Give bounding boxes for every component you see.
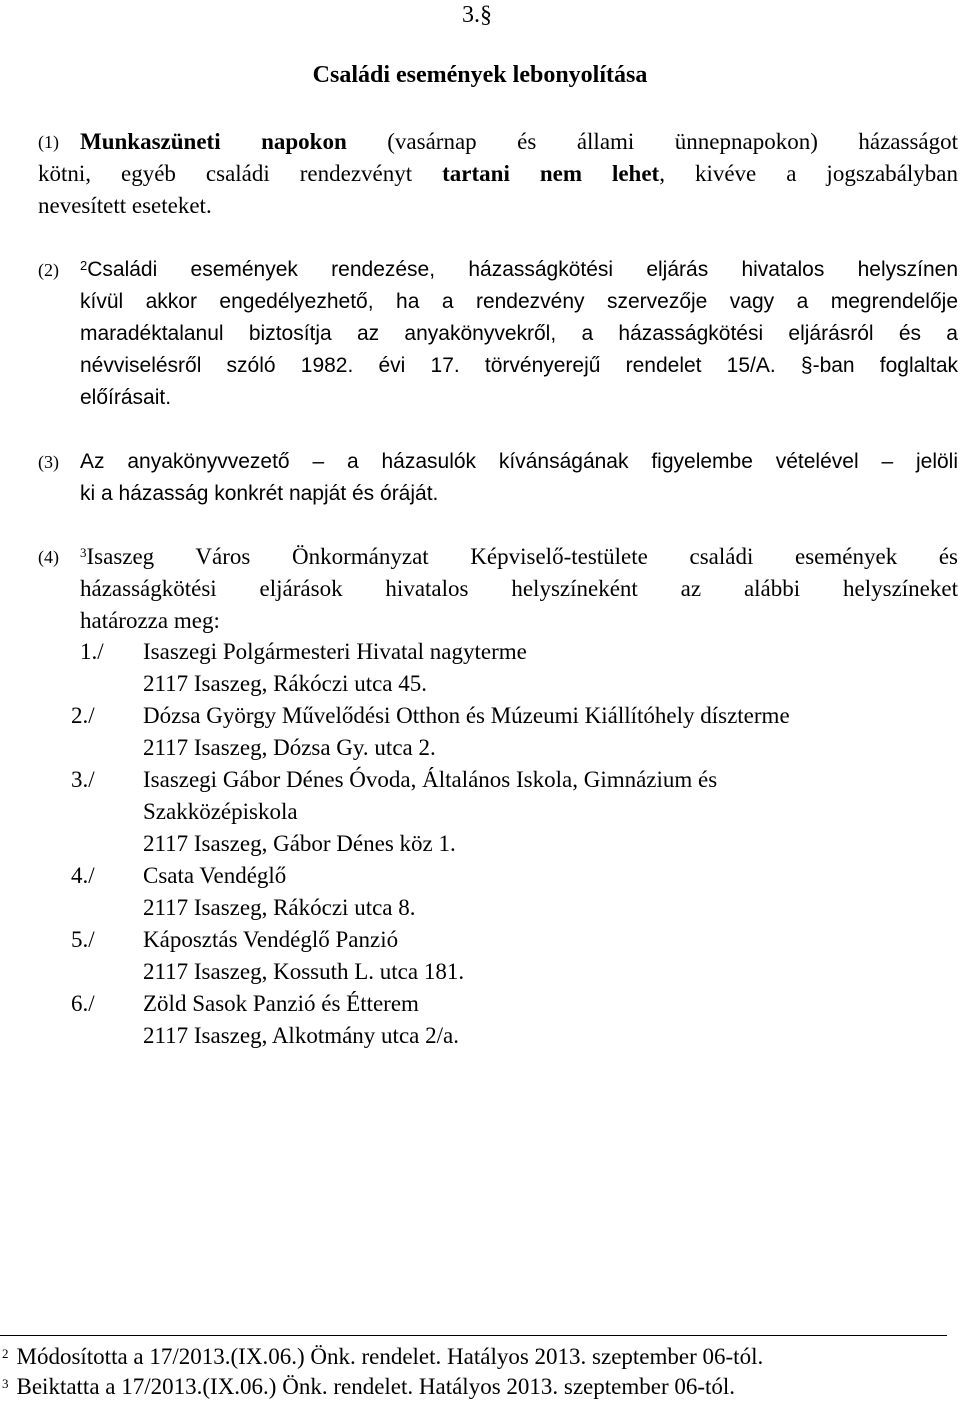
paragraph-text: házasságkötési eljárások hivatalos helyszíneként az alábbi helyszíneket [80, 576, 958, 601]
paragraph-text: Isaszeg Város Önkormányzat Képviselő-testülete családi események és [86, 544, 958, 569]
footnote-text: Módosította a 17/2013.(IX.06.) Önk. rendelet. Hatályos 2013. szeptember 06-tól. [16, 1344, 764, 1369]
paragraph-text: határozza meg: [80, 608, 220, 633]
paragraph-text: , kivéve a jogszabályban [659, 161, 958, 186]
location-name: Dózsa György Művelődési Otthon és Múzeumi Kiállítóhely díszterme [143, 703, 790, 728]
paragraph-text: maradéktalanul biztosítja az anyakönyvekről, a házasságkötési eljárásról és a [80, 322, 958, 345]
paragraph-text: nevesített eseteket. [38, 193, 212, 218]
footnote [2, 1372, 735, 1402]
paragraph-1 [38, 126, 958, 222]
location-name: Káposztás Vendéglő Panzió [143, 927, 399, 952]
paragraph-number: (4) [38, 547, 59, 567]
paragraph-text: előírásait. [80, 386, 172, 409]
paragraph-text: kötni, egyéb családi rendezvényt [38, 161, 443, 186]
paragraph-number: (1) [38, 132, 59, 152]
location-list [71, 636, 940, 1052]
list-item [71, 860, 940, 924]
list-item [71, 924, 940, 988]
bold-phrase: Munkaszüneti napokon [80, 129, 347, 154]
location-address: 2117 Isaszeg, Rákóczi utca 8. [143, 895, 416, 920]
paragraph-text: Az anyakönyvvezető – a házasulók kívánságának figyelembe vételével – jelöli [80, 450, 958, 473]
page-title: Családi események lebonyolítása [312, 62, 648, 88]
footnote-ref: 3 [80, 545, 87, 560]
paragraph-2 [38, 254, 958, 414]
location-number: 6./ [71, 991, 95, 1016]
location-name: Isaszegi Polgármesteri Hivatal nagyterme [143, 639, 527, 664]
location-name: Zöld Sasok Panzió és Étterem [143, 991, 419, 1016]
section-number: 3.§ [462, 2, 492, 28]
paragraph-4 [38, 541, 958, 637]
list-item [71, 700, 940, 764]
bold-phrase: tartani nem lehet [442, 161, 660, 186]
location-address: 2117 Isaszeg, Rákóczi utca 45. [143, 671, 427, 696]
footnote [2, 1342, 763, 1372]
footnote-text: Beiktatta a 17/2013.(IX.06.) Önk. rendelet. Hatályos 2013. szeptember 06-tól. [16, 1374, 736, 1399]
footnote-marker: 3 [2, 1376, 9, 1391]
paragraph-text: Családi események rendezése, házasságkötési eljárás hivatalos helyszínen [87, 258, 958, 281]
list-item [71, 988, 940, 1052]
location-address: 2117 Isaszeg, Kossuth L. utca 181. [143, 959, 465, 984]
location-name: Isaszegi Gábor Dénes Óvoda, Általános Iskola, Gimnázium és [143, 767, 718, 792]
paragraph-text: névviselésről szóló 1982. évi 17. törvényerejű rendelet 15/A. §-ban foglaltak [80, 354, 958, 377]
paragraph-3 [38, 446, 958, 510]
location-address: 2117 Isaszeg, Gábor Dénes köz 1. [143, 831, 456, 856]
paragraph-number: (2) [38, 260, 59, 280]
location-address: 2117 Isaszeg, Alkotmány utca 2/a. [143, 1023, 459, 1048]
location-name-cont: Szakközépiskola [143, 799, 298, 824]
list-item [80, 636, 940, 700]
location-number: 1./ [80, 639, 104, 664]
paragraph-number: (3) [38, 452, 59, 472]
location-number: 2./ [71, 703, 95, 728]
location-number: 5./ [71, 927, 95, 952]
location-address: 2117 Isaszeg, Dózsa Gy. utca 2. [143, 735, 436, 760]
location-number: 4./ [71, 863, 95, 888]
paragraph-text: (vasárnap és állami ünnepnapokon) házasságot [346, 129, 959, 154]
location-number: 3./ [71, 767, 95, 792]
list-item [71, 764, 940, 860]
paragraph-text: kívül akkor engedélyezhető, ha a rendezvény szervezője vagy a megrendelője [80, 290, 958, 313]
location-name: Csata Vendéglő [143, 863, 287, 888]
footnote-ref: 2 [80, 258, 88, 273]
footnote-marker: 2 [2, 1346, 9, 1361]
paragraph-text: ki a házasság konkrét napját és óráját. [80, 482, 439, 505]
footnote-divider [0, 1335, 947, 1336]
